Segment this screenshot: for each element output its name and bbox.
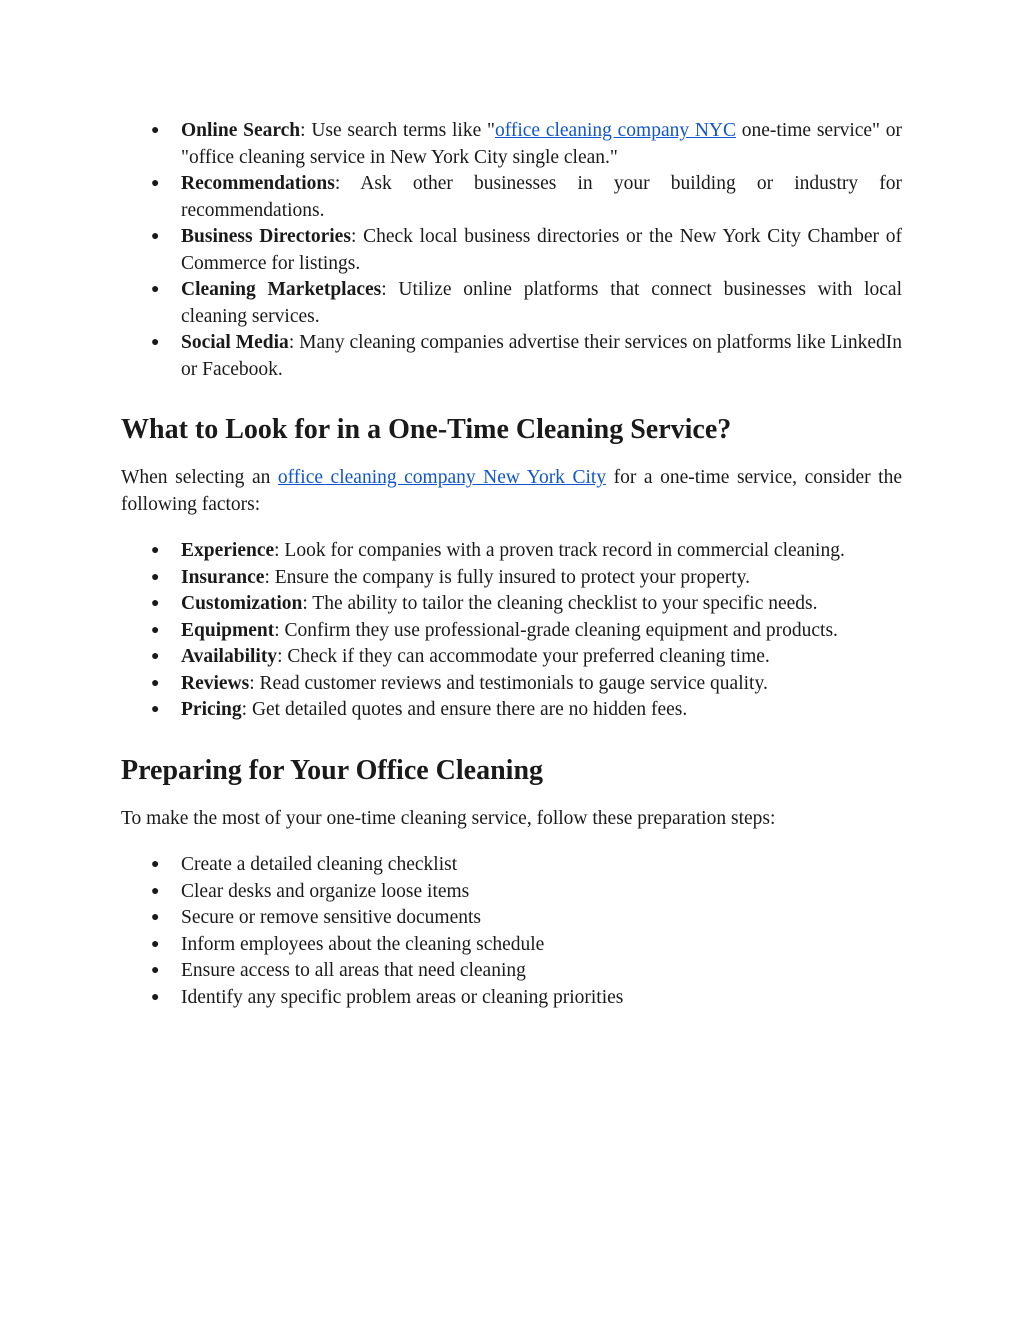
list-item [121, 538, 902, 565]
section-intro-paragraph [121, 465, 902, 518]
list-item-term: Customization [181, 593, 303, 614]
list-item-text: : Use search terms like " [300, 120, 495, 141]
list-item-text: Inform employees about the cleaning schedule [181, 933, 545, 955]
list-item [121, 277, 902, 330]
bullet-icon: ● [151, 857, 160, 872]
list-item-text: one-time service" or "office cleaning service in New York City single clean." [181, 120, 902, 168]
document-page [121, 118, 902, 1011]
bullet-icon: ● [151, 883, 160, 899]
list-item [121, 644, 902, 671]
list-item [121, 958, 902, 985]
list-item-text: : Read customer reviews and testimonials to gauge service quality. [249, 672, 768, 694]
bullet-icon: ● [151, 675, 160, 691]
bullet-icon: ● [151, 910, 160, 925]
list-item [121, 224, 902, 277]
list-item-text: : Ask other businesses in your building or industry for recommendations. [181, 173, 902, 221]
list-item-term: Recommendations [181, 173, 335, 194]
bullet-icon: ● [151, 596, 160, 611]
list-item [121, 985, 902, 1012]
list-item-text: Ensure access to all areas that need cleaning [181, 960, 526, 981]
list-item-text: : Check if they can accommodate your preferred cleaning time. [277, 646, 770, 667]
list-item-term: Online Search [181, 120, 301, 141]
list-item [121, 565, 902, 592]
bullet-icon: ● [151, 335, 160, 350]
list-item [121, 591, 902, 618]
factors-list [121, 538, 902, 724]
list-item [121, 905, 902, 932]
office-cleaning-new-york-city-link[interactable]: office cleaning company New York City [277, 467, 607, 488]
list-item [121, 697, 902, 724]
section-heading-preparing: Preparing for Your Office Cleaning [121, 754, 544, 786]
bullet-icon: ● [151, 649, 160, 664]
bullet-icon: ● [151, 282, 160, 297]
bullet-icon: ● [151, 702, 160, 717]
list-item [121, 932, 902, 959]
paragraph-text: When selecting an [121, 467, 278, 488]
bullet-icon: ● [151, 569, 160, 585]
list-item-text: : Utilize online platforms that connect businesses with local cleaning services. [181, 279, 902, 327]
list-item-text: : Many cleaning companies advertise their services on platforms like LinkedIn or Facebook. [181, 332, 902, 380]
sources-list [121, 118, 902, 383]
list-item-text: Identify any specific problem areas or cleaning priorities [181, 986, 624, 1008]
list-item-term: Social Media [181, 332, 289, 353]
bullet-icon: ● [151, 963, 160, 978]
list-item [121, 671, 902, 698]
section-intro-paragraph: To make the most of your one-time cleaning service, follow these preparation steps: [121, 807, 776, 829]
list-item-term: Business Directories [181, 226, 351, 247]
list-item-text: Clear desks and organize loose items [181, 880, 470, 902]
bullet-icon: ● [151, 123, 160, 138]
list-item-term: Experience [181, 540, 275, 561]
list-item-term: Reviews [181, 672, 250, 694]
list-item-term: Equipment [181, 619, 275, 641]
list-item-text: : Get detailed quotes and ensure there are no hidden fees. [241, 699, 688, 720]
list-item [121, 330, 902, 383]
list-item-text: : Check local business directories or the New York City Chamber of Commerce for listings. [181, 226, 902, 274]
bullet-icon: ● [151, 989, 160, 1005]
list-item [121, 118, 902, 171]
list-item [121, 852, 902, 879]
list-item-term: Availability [181, 646, 278, 667]
paragraph-text: for a one-time service, consider the following factors: [121, 467, 902, 515]
preparation-steps-list [121, 852, 902, 1011]
bullet-icon: ● [151, 229, 160, 244]
bullet-icon: ● [151, 936, 160, 952]
list-item-term: Cleaning Marketplaces [181, 279, 382, 300]
list-item-text: : The ability to tailor the cleaning checklist to your specific needs. [302, 593, 818, 614]
list-item-term: Pricing [181, 699, 242, 720]
list-item [121, 879, 902, 906]
bullet-icon: ● [151, 176, 160, 191]
bullet-icon: ● [151, 543, 160, 558]
list-item-text: Create a detailed cleaning checklist [181, 854, 458, 875]
list-item-text: : Confirm they use professional-grade cleaning equipment and products. [274, 619, 838, 641]
list-item [121, 618, 902, 645]
list-item-text: : Look for companies with a proven track record in commercial cleaning. [274, 540, 845, 561]
list-item-text: Secure or remove sensitive documents [181, 907, 481, 928]
section-heading-what-to-look-for: What to Look for in a One-Time Cleaning Service? [121, 414, 732, 445]
list-item-text: : Ensure the company is fully insured to protect your property. [264, 566, 751, 588]
list-item [121, 171, 902, 224]
bullet-icon: ● [151, 622, 160, 638]
office-cleaning-nyc-link[interactable]: office cleaning company NYC [494, 120, 737, 141]
list-item-term: Insurance [181, 566, 265, 588]
